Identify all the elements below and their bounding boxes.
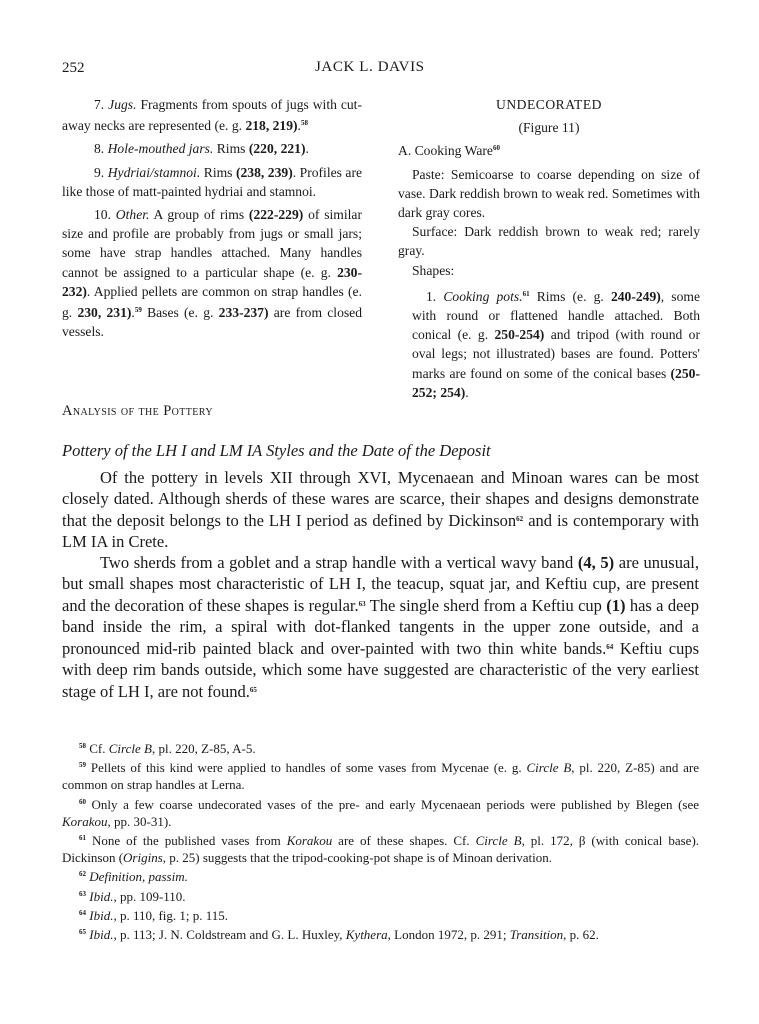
- entry-text: . Profiles are like those of matt-painted hydriai and stamnoi.: [62, 164, 363, 199]
- paragraph-text: Two sherds from a goblet and a strap handle with a vertical wavy band: [100, 553, 574, 572]
- footnote-text: Transition: [509, 927, 564, 943]
- footnote-text: Circle B: [108, 741, 152, 756]
- sherd-refs: (1): [606, 596, 626, 615]
- entry-text: .: [297, 118, 301, 134]
- entry-term: Hydriai/stamnoi.: [107, 164, 201, 180]
- entry-text: . Applied pellets are common on strap handles (e. g.: [62, 283, 362, 321]
- entry-text: and tripod (with round or oval legs; not illustrated) bases are found. Potters' marks are found on some of the conical bases: [412, 327, 700, 381]
- footnote-text: , pp. 30-31).: [107, 813, 172, 829]
- footnote-text: Definition, passim.: [89, 869, 188, 885]
- footnote-text: , London 1972, p. 291;: [387, 927, 507, 943]
- entry-text: of similar size and profile are probably from jugs or small jars; some have strap handles attached. Many handles cannot be assigned to a particular shape (e. g.: [62, 207, 362, 280]
- footnote-63: [62, 886, 699, 905]
- paragraph-text: Of the pottery in levels XII through XVI, Mycenaean and Minoan wares can be most closely dated. Although sherds of these wares are scarce, their shapes and designs demonstrate that the deposit belongs to the LH I period as defined by Dickinson: [62, 468, 699, 530]
- footnote-number: 59: [79, 761, 86, 770]
- footnote-text: Kythera: [345, 927, 388, 943]
- entry-text: are from closed vessels.: [62, 305, 362, 340]
- footnote-marker: 64: [606, 643, 614, 651]
- footnote-number: 61: [79, 834, 86, 843]
- footnote-number: 60: [79, 797, 86, 806]
- paragraph-2: [62, 552, 699, 702]
- entry-refs: 250-254): [494, 327, 545, 343]
- entry-refs: 218, 219): [245, 118, 298, 134]
- entry-number: 7.: [94, 97, 105, 112]
- entry-refs: 240-249): [610, 288, 661, 304]
- footnote-text: are of these shapes. Cf.: [338, 833, 470, 849]
- footnote-text: Origins: [123, 850, 163, 866]
- running-head: JACK L. DAVIS: [315, 59, 425, 75]
- footnote-marker: 58: [300, 119, 308, 128]
- footnote-text: Circle B: [526, 760, 572, 776]
- footnotes: [62, 738, 699, 943]
- footnote-62: [62, 866, 699, 885]
- footnote-61: [62, 830, 699, 866]
- footnote-text: Ibid.: [89, 927, 114, 943]
- paragraph-1: [62, 467, 699, 552]
- footnote-text: Circle B: [475, 833, 522, 849]
- figure-reference: (Figure 11): [518, 120, 580, 136]
- cooking-pots-entry: [398, 285, 700, 402]
- footnote-marker: 61: [522, 289, 530, 298]
- surface-description: Surface: Dark reddish brown to weak red; rarely gray.: [398, 224, 700, 259]
- footnote-text: , pl. 220, Z-85) and are common on strap handles at Lerna.: [62, 760, 700, 793]
- entry-text: .: [305, 141, 309, 157]
- hole-mouthed-entry: [62, 139, 362, 158]
- entry-refs: (222-229): [248, 207, 304, 223]
- page-number: 252: [62, 60, 85, 76]
- footnote-marker: 59: [134, 306, 142, 315]
- paragraph-text: and is contemporary with LM IA in Crete.: [62, 511, 700, 551]
- paragraph-text: are unusual, but small shapes most characteristic of LH I, the teacup, squat jar, and Keftiu cup, are present and the decoration of these shapes is regular.: [62, 553, 699, 615]
- section-heading: UNDECORATED: [496, 97, 602, 112]
- footnote-text: , p. 62.: [563, 927, 599, 943]
- entry-refs: (238, 239): [235, 164, 293, 180]
- entry-term: Cooking pots.: [443, 288, 523, 304]
- footnote-text: Cf.: [89, 741, 106, 756]
- footnote-text: Only a few coarse undecorated vases of the pre- and early Mycenaean periods were published by Blegen (see: [91, 796, 700, 812]
- footnote-59: [62, 757, 699, 793]
- paste-description: Paste: Semicoarse to coarse depending on size of vase. Dark reddish brown to weak red. Sometimes with dark gray cores.: [398, 166, 700, 221]
- footnote-58: [62, 738, 699, 757]
- shapes-label: Shapes:: [412, 262, 455, 278]
- entry-refs: 230-232): [62, 264, 362, 299]
- footnote-text: Ibid.: [89, 888, 114, 904]
- footnote-marker: 60: [492, 144, 500, 153]
- right-column: [398, 95, 700, 402]
- entry-text: Rims (e. g.: [536, 288, 604, 304]
- main-text: [62, 467, 699, 702]
- entry-number: 1.: [426, 288, 437, 304]
- footnote-marker: 62: [516, 515, 524, 523]
- paragraph-text: Keftiu cups with deep rim bands outside, which some have suggested are characteristic of the very earliest stage of LH I, are not found.: [62, 639, 699, 701]
- footnote-number: 64: [79, 908, 86, 917]
- entry-term: Hole-mouthed jars.: [107, 141, 214, 157]
- entry-text: .: [465, 384, 469, 400]
- entry-number: 8.: [94, 141, 105, 157]
- footnote-marker: 63: [358, 600, 366, 608]
- other-entry: [62, 205, 362, 341]
- entry-text: .: [131, 305, 135, 321]
- entry-text: Rims: [216, 141, 246, 157]
- footnote-number: 58: [79, 742, 86, 750]
- entry-text: Rims: [203, 164, 233, 180]
- entry-number: 9.: [94, 164, 105, 180]
- entry-text: Fragments from spouts of jugs with cut-away necks are represented (e. g.: [62, 97, 362, 134]
- left-column: [62, 95, 362, 341]
- entry-number: 10.: [94, 207, 111, 223]
- footnote-number: 63: [79, 889, 86, 898]
- sherd-refs: (4, 5): [577, 553, 615, 572]
- paragraph-text: has a deep band inside the rim, a spiral with dot-flanked tangents in the upper zone outside, and a pronounced mid-rib painted black and over-painted with two thin white bands.: [62, 596, 699, 658]
- analysis-heading: Analysis of the Pottery: [62, 403, 213, 419]
- entry-text: Bases (e. g.: [147, 305, 214, 321]
- footnote-text: Korakou: [286, 833, 333, 849]
- footnote-text: , pl. 172, β (with conical base). Dickinson (: [62, 833, 700, 866]
- footnote-text: , p. 113; J. N. Coldstream and G. L. Huxley,: [113, 927, 343, 943]
- paragraph-text: The single sherd from a Keftiu cup: [369, 596, 602, 615]
- footnote-text: , pl. 220, Z-85, A-5.: [151, 741, 256, 756]
- entry-refs: 230, 231): [77, 305, 132, 321]
- entry-refs: (250-252; 254): [412, 365, 700, 400]
- hydriai-entry: [62, 163, 362, 201]
- entry-term: Other.: [115, 207, 150, 223]
- footnote-64: [62, 905, 699, 924]
- jugs-entry: [62, 95, 362, 135]
- footnote-number: 62: [79, 870, 86, 879]
- subsection-title: [398, 139, 700, 160]
- footnote-65: [62, 924, 699, 943]
- footnote-text: Pellets of this kind were applied to handles of some vases from Mycenae (e. g.: [90, 760, 522, 776]
- footnote-marker: 65: [249, 686, 257, 694]
- footnote-text: Ibid.: [89, 907, 114, 923]
- footnote-text: , p. 110, fig. 1; p. 115.: [113, 907, 229, 923]
- footnote-text: , pp. 109-110.: [113, 888, 186, 904]
- entry-term: Jugs.: [108, 97, 137, 112]
- subheading: Pottery of the LH I and LM IA Styles and the Date of the Deposit: [62, 441, 491, 460]
- entry-text: A group of rims: [153, 207, 245, 223]
- footnote-text: Korakou: [62, 813, 108, 829]
- footnote-number: 65: [79, 928, 86, 937]
- footnote-text: , p. 25) suggests that the tripod-cooking-pot shape is of Minoan derivation.: [162, 850, 552, 866]
- footnote-60: [62, 794, 699, 830]
- subsection-label: A. Cooking Ware: [398, 143, 493, 159]
- entry-refs: (220, 221): [248, 141, 306, 157]
- entry-text: , some with round or flattened handle attached. Both conical (e. g.: [412, 288, 700, 343]
- entry-refs: 233-237): [218, 305, 269, 321]
- footnote-text: None of the published vases from: [91, 833, 281, 849]
